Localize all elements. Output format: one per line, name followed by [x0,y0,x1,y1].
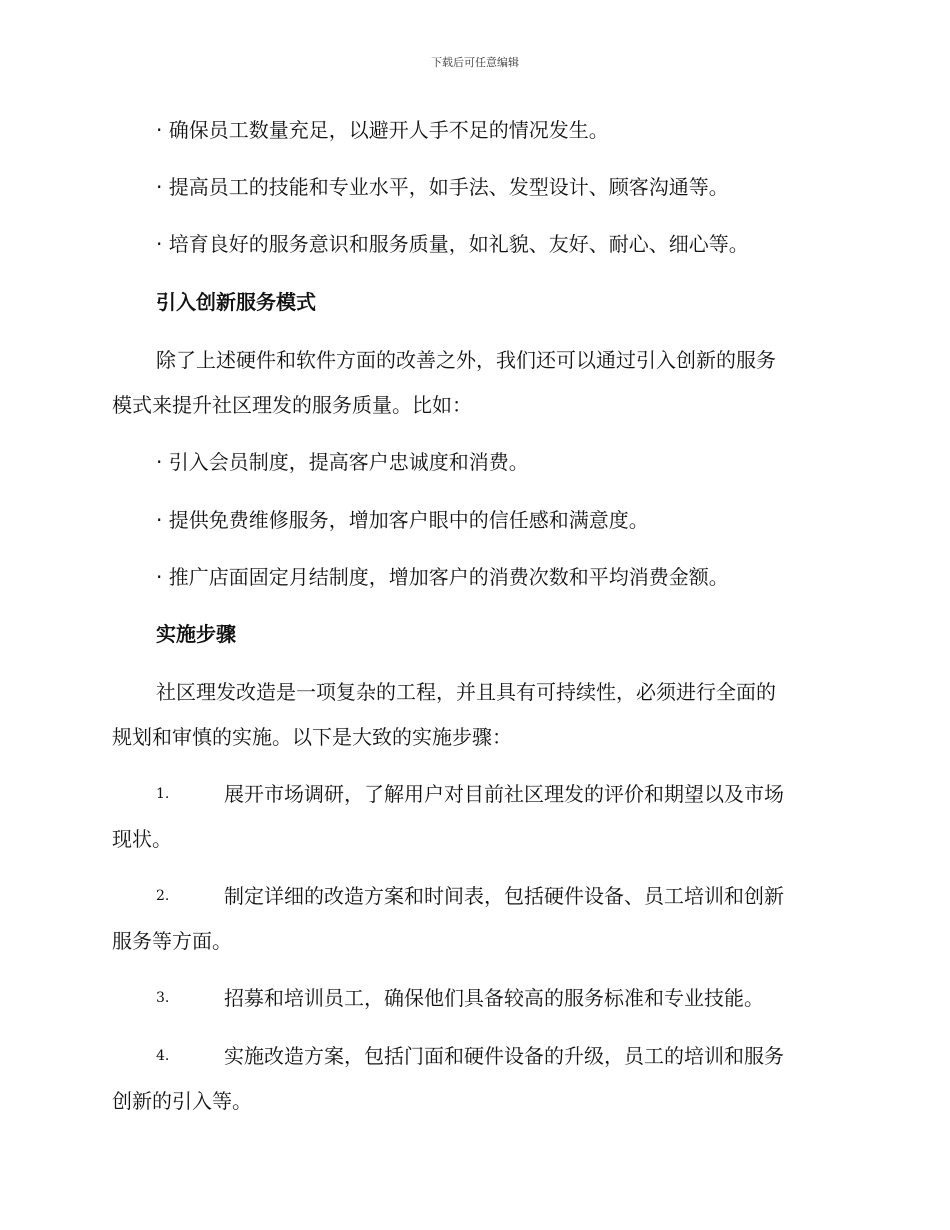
step-number: 3. [156,990,170,1006]
bullet-item: · 推广店面固定月结制度，增加客户的消费次数和平均消费金额。 [156,565,729,589]
step-text: 制定详细的改造方案和时间表，包括硬件设备、员工培训和创新 [224,884,784,908]
step-text-continuation: 现状。 [112,827,172,851]
step-text: 实施改造方案，包括门面和硬件设备的升级，员工的培训和服务 [224,1044,784,1068]
step-text: 展开市场调研，了解用户对目前社区理发的评价和期望以及市场 [224,782,784,806]
bullet-item: · 引入会员制度，提高客户忠诚度和消费。 [156,450,529,474]
paragraph-line: 社区理发改造是一项复杂的工程，并且具有可持续性，必须进行全面的 [156,680,776,704]
paragraph-line: 模式来提升社区理发的服务质量。比如： [112,393,472,417]
paragraph-line: 规划和审慎的实施。以下是大致的实施步骤： [112,725,512,749]
step-text: 招募和培训员工，确保他们具备较高的服务标准和专业技能。 [224,986,764,1010]
step-text-continuation: 创新的引入等。 [112,1089,252,1113]
page-header-note: 下载后可任意编辑 [431,56,519,69]
step-text-continuation: 服务等方面。 [112,929,232,953]
step-number: 1. [156,786,170,802]
bullet-item: · 确保员工数量充足，以避开人手不足的情况发生。 [156,118,609,142]
bullet-item: · 提高员工的技能和专业水平，如手法、发型设计、顾客沟通等。 [156,175,729,199]
step-number: 2. [156,888,170,904]
section-heading: 引入创新服务模式 [156,290,316,314]
section-heading: 实施步骤 [156,622,236,646]
paragraph-line: 除了上述硬件和软件方面的改善之外，我们还可以通过引入创新的服务 [156,348,776,372]
bullet-item: · 提供免费维修服务，增加客户眼中的信任感和满意度。 [156,508,649,532]
bullet-item: · 培育良好的服务意识和服务质量，如礼貌、友好、耐心、细心等。 [156,232,749,256]
step-number: 4. [156,1048,170,1064]
